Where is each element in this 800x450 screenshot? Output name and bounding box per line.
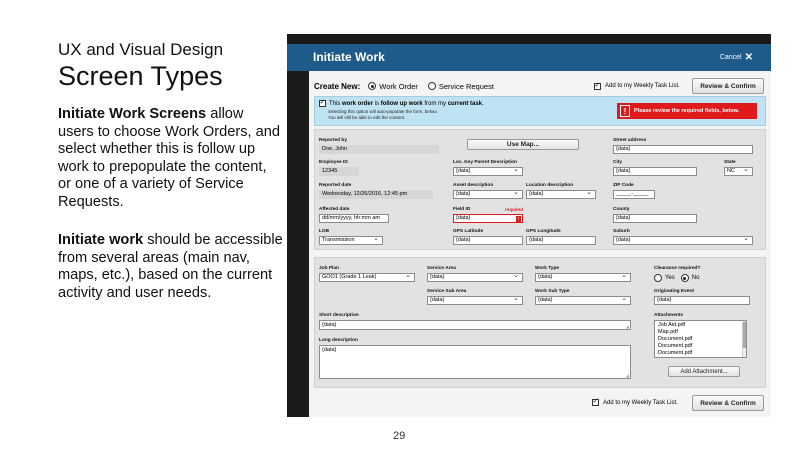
service-area-select[interactable]: {data} ⌄ xyxy=(427,273,523,282)
paragraph-1 xyxy=(58,106,283,211)
follow-up-text: This work order is follow up work from my current task. xyxy=(329,100,484,107)
attachments-scrollbar[interactable] xyxy=(742,321,746,358)
suburb-select[interactable]: {data} ⌄ xyxy=(613,236,753,245)
gps-lat-field: GPS Latitude {data} xyxy=(453,229,523,245)
footer-row xyxy=(314,393,764,413)
weekly-task-label-bottom: Add to my Weekly Task List. xyxy=(603,399,678,406)
clearance-field: Clearance required? Yes No xyxy=(654,266,750,282)
work-type-field: Work Type {data} ⌄ xyxy=(535,266,631,282)
reported-date-field: Reported date Wednesday, 12/26/2016, 12:45 pm xyxy=(319,183,433,199)
follow-up-notice xyxy=(314,96,766,126)
error-text: Please review the required fields, below. xyxy=(634,108,740,114)
loc-parent-select[interactable]: {data} ⌄ xyxy=(453,167,523,176)
loc-parent-field: Loc. Key Parent Description {data} ⌄ xyxy=(453,160,523,176)
service-sub-select[interactable]: {data} ⌄ xyxy=(427,296,523,305)
use-map-field xyxy=(467,139,579,150)
clearance-radios xyxy=(654,274,750,282)
originating-event-input[interactable]: {data} xyxy=(654,296,750,305)
job-plan-select[interactable]: GOO1 (Grade 1 Leak) ⌄ xyxy=(319,273,415,282)
radio-service-request[interactable] xyxy=(428,82,494,91)
originating-event-field: Originating Event {data} xyxy=(654,289,750,305)
location-desc-select[interactable]: {data} ⌄ xyxy=(526,190,596,199)
city-input[interactable]: {data} xyxy=(613,167,697,176)
lob-field: LOB Transmission ⌄ xyxy=(319,229,383,245)
clearance-no-radio[interactable]: No xyxy=(681,274,700,282)
asset-desc-field: Asset description {data} ⌄ xyxy=(453,183,523,199)
gps-long-field: GPS Longitude {data} xyxy=(526,229,596,245)
paragraph-2-bold: Initiate work xyxy=(58,232,144,248)
city-field: City {data} xyxy=(613,160,697,176)
job-panel xyxy=(314,257,766,388)
suburb-field: Suburb {data} ⌄ xyxy=(613,229,753,245)
affected-date-field: Affected date dd/mm/yyyy, hh:mm am xyxy=(319,207,389,223)
reported-date-input: Wednesday, 12/26/2016, 12:45 pm xyxy=(319,190,433,199)
long-desc-field: Long description {data} ◢ xyxy=(319,338,631,379)
paragraph-2-text: should be accessible from several areas (main nav, maps, etc.), based on the current activity and user needs. xyxy=(58,232,283,301)
radio-work-order-label: Work Order xyxy=(379,81,418,91)
error-banner xyxy=(617,103,757,119)
weekly-task-checkbox-bottom[interactable] xyxy=(592,399,678,406)
work-sub-select[interactable]: {data} ⌄ xyxy=(535,296,631,305)
slide-text xyxy=(58,40,283,302)
short-desc-field: Short description {data} ◢ xyxy=(319,313,631,330)
attachment-item[interactable]: Document.pdf xyxy=(658,336,693,342)
attachment-item[interactable]: Document.pdf xyxy=(658,343,693,349)
state-field: State NC ⌄ xyxy=(724,160,753,176)
cancel-label: Cancel xyxy=(719,54,742,61)
job-plan-field: Job Plan GOO1 (Grade 1 Leak) ⌄ xyxy=(319,266,415,282)
required-indicator: required xyxy=(504,207,523,212)
title-bar xyxy=(287,44,771,71)
field-id-input[interactable]: {data} ! xyxy=(453,214,523,223)
checkbox-checked-icon xyxy=(592,399,599,406)
employee-id-input: 12345 xyxy=(319,167,359,176)
work-type-select[interactable]: {data} ⌄ xyxy=(535,273,631,282)
reported-by-field: Reported by Doe, John xyxy=(319,138,439,154)
county-input[interactable]: {data} xyxy=(613,214,697,223)
cancel-button[interactable] xyxy=(720,52,753,63)
radio-selected-icon xyxy=(681,274,689,282)
short-desc-textarea[interactable]: {data} ◢ xyxy=(319,320,631,330)
lob-select[interactable]: Transmission ⌄ xyxy=(319,236,383,245)
create-new-label: Create New: xyxy=(314,81,361,91)
review-confirm-button-top[interactable]: Review & Confirm xyxy=(692,78,764,94)
close-icon: ✕ xyxy=(744,52,753,63)
gps-long-input[interactable]: {data} xyxy=(526,236,596,245)
state-select[interactable]: NC ⌄ xyxy=(724,167,753,176)
reported-by-input: Doe, John xyxy=(319,145,439,154)
radio-empty-icon xyxy=(428,82,436,90)
slide-title: Screen Types xyxy=(58,61,223,91)
location-panel xyxy=(314,129,766,250)
asset-desc-select[interactable]: {data} ⌄ xyxy=(453,190,523,199)
use-map-button[interactable]: Use Map... xyxy=(467,139,579,150)
clearance-yes-radio[interactable]: Yes xyxy=(654,274,675,282)
service-area-field: Service Area {data} ⌄ xyxy=(427,266,523,282)
radio-empty-icon xyxy=(654,274,662,282)
gps-lat-input[interactable]: {data} xyxy=(453,236,523,245)
county-field: County {data} xyxy=(613,207,697,223)
paragraph-2 xyxy=(58,232,283,302)
weekly-task-checkbox-top[interactable] xyxy=(594,83,680,90)
follow-up-subtext: Selecting this option will auto-populate the form, below. You will still be able to edit the content. xyxy=(328,109,438,120)
long-desc-textarea[interactable]: {data} ◢ xyxy=(319,345,631,379)
create-new-row xyxy=(314,76,764,96)
field-error-icon: ! xyxy=(517,216,520,221)
attachments-list[interactable] xyxy=(654,320,747,358)
form-body xyxy=(309,71,771,417)
alert-icon: ! xyxy=(620,105,630,117)
zip-input[interactable]: _____-_____ xyxy=(613,190,655,199)
paragraph-1-bold: Initiate Work Screens xyxy=(58,106,207,122)
follow-up-line xyxy=(319,100,484,107)
review-confirm-button-bottom[interactable]: Review & Confirm xyxy=(692,395,764,411)
work-sub-field: Work Sub Type {data} ⌄ xyxy=(535,289,631,305)
attachment-item[interactable]: Document.pdf xyxy=(658,350,693,356)
app-title: Initiate Work xyxy=(313,50,385,64)
service-sub-field: Service Sub Area {data} ⌄ xyxy=(427,289,523,305)
street-address-field: Street address {data} xyxy=(613,138,753,154)
add-attachment-button[interactable]: Add Attachment... xyxy=(668,366,740,377)
affected-date-input[interactable]: dd/mm/yyyy, hh:mm am xyxy=(319,214,389,223)
paragraph-1-text: allow users to choose Work Orders, and select whether this is follow up work to prepopulate the content, or one of a variety of Service Requests. xyxy=(58,106,280,210)
field-id-field: Field ID required {data} ! xyxy=(453,207,523,221)
zip-field: ZIP Code _____-_____ xyxy=(613,183,655,199)
location-desc-field: Location description {data} ⌄ xyxy=(526,183,596,199)
slide-subtitle: UX and Visual Design xyxy=(58,40,224,59)
attachment-item[interactable]: Map.pdf xyxy=(658,329,678,335)
employee-id-field: Employee ID 12345 xyxy=(319,160,359,176)
weekly-task-label-top: Add to my Weekly Task List. xyxy=(605,83,680,89)
street-address-input[interactable]: {data} xyxy=(613,145,753,154)
radio-service-request-label: Service Request xyxy=(438,81,494,91)
app-window xyxy=(287,34,771,417)
radio-work-order[interactable] xyxy=(368,82,418,91)
checkbox-checked-icon xyxy=(594,83,601,90)
attachments-field: Attachments Job Aid.pdf Map.pdf Document.pdf Document.pdf Document.pdf xyxy=(654,313,747,358)
page-number: 29 xyxy=(393,430,406,442)
attachment-item[interactable]: Job Aid.pdf xyxy=(658,322,686,328)
radio-selected-icon xyxy=(368,82,376,90)
follow-up-checkbox[interactable] xyxy=(319,100,326,107)
